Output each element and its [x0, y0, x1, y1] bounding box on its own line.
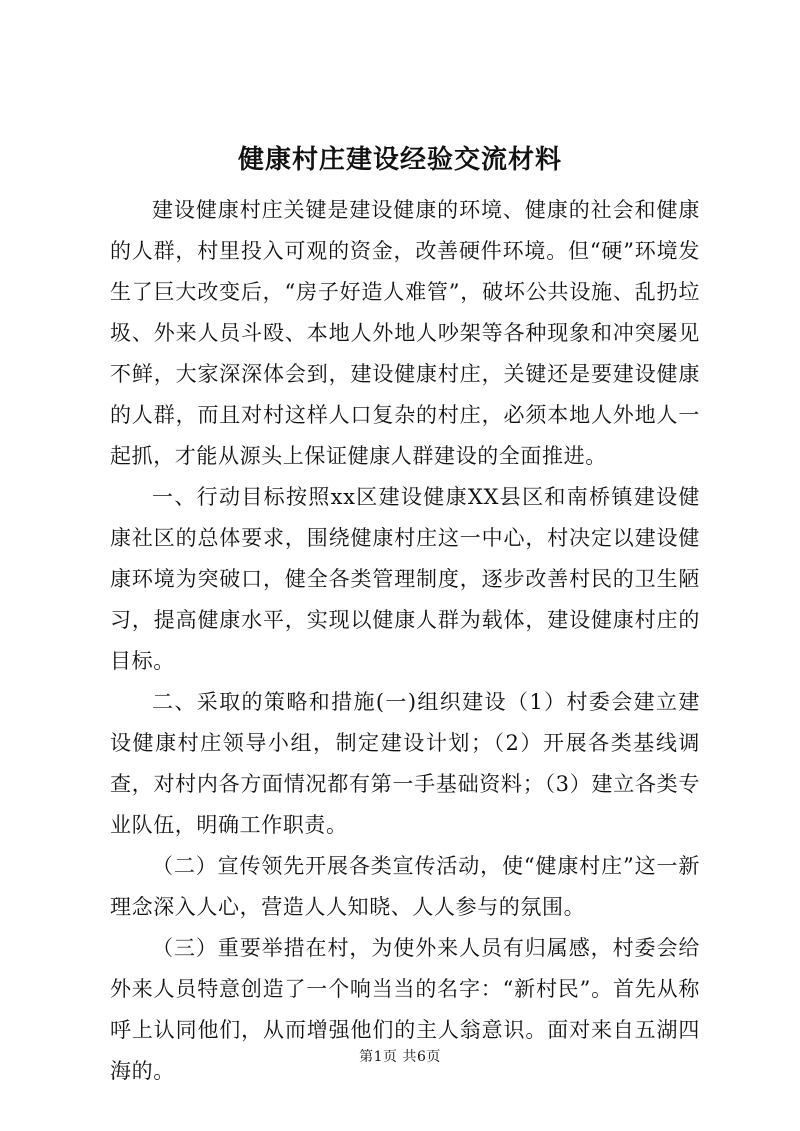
document-body — [110, 190, 700, 1092]
body-paragraph: 一、行动目标按照xx区建设健康XX县区和南桥镇建设健康社区的总体要求，围绕健康村庄这一中心，村决定以建设健康环境为突破口，健全各类管理制度，逐步改善村民的卫生陋习，提高健康水平，实现以健康人群为载体，建设健康村庄的目标。 — [110, 485, 700, 673]
page-footer: 第1页 共6页 — [359, 1049, 441, 1065]
body-paragraph: （三）重要举措在村，为使外来人员有归属感，村委会给外来人员特意创造了一个响当当的名字：“新村民”。首先从称呼上认同他们，从而增强他们的主人翁意识。面对来自五湖四海的。 — [110, 936, 700, 1083]
body-paragraph: 二、采取的策略和措施(一)组织建设（1）村委会建立建设健康村庄领导小组，制定建设计划；（2）开展各类基线调查，对村内各方面情况都有第一手基础资料；（3）建立各类专业队伍，明确工作职责。 — [110, 690, 700, 837]
document-title: 健康村庄建设经验交流材料 — [237, 145, 562, 175]
body-paragraph: （二）宣传领先开展各类宣传活动，使“健康村庄”这一新理念深入人心，营造人人知晓、人人参与的氛围。 — [110, 854, 700, 919]
body-paragraph: 建设健康村庄关键是建设健康的环境、健康的社会和健康的人群，村里投入可观的资金，改善硬件环境。但“硬”环境发生了巨大改变后，“房子好造人难管”，破坏公共设施、乱扔垃圾、外来人员斗殴、本地人外地人吵架等各种现象和冲突屡见不鲜，大家深深体会到，建设健康村庄，关键还是要建设健康的人群，而且对村这样人口复杂的村庄，必须本地人外地人一起抓，才能从源头上保证健康人群建设的全面推进。 — [110, 198, 700, 468]
